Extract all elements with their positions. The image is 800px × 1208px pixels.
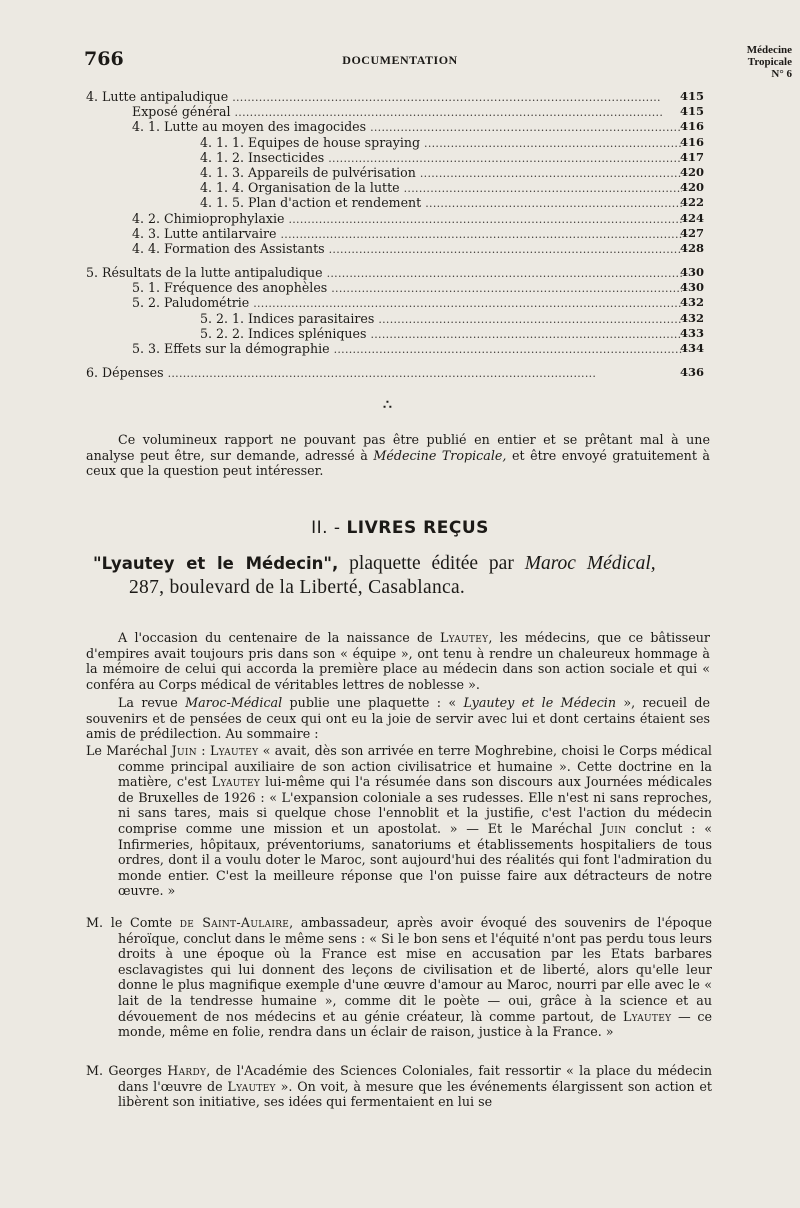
journal-line-1: Médecine [746,44,792,56]
toc-leader-dots [370,328,682,341]
toc-page-number: 434 [679,341,704,355]
toc-leader-dots [232,91,682,104]
toc-label: 4. 1. Lutte au moyen des imagocides [132,119,367,135]
toc-label: 4. 1. 5. Plan d'action et rendement [200,195,422,211]
toc-leader-dots [424,137,682,150]
toc-row [86,310,704,326]
toc-label: 4. 4. Formation des Assistants [132,240,325,256]
toc-leader-dots [235,106,683,119]
toc-label: 5. Résultats de la lutte antipaludique [86,265,323,281]
note-text-a: Ce volumineux rapport ne pouvant pas être publié en entier et se prêtant mal à une analyse peut être, sur demande, adressé à [86,432,710,463]
table-of-contents [86,89,704,381]
toc-row [86,164,704,180]
toc-row [86,149,704,165]
toc-label: 4. 1. 3. Appareils de pulvérisation [200,164,416,180]
page-number: 766 [84,48,124,70]
book-description: plaquette éditée par [338,553,525,574]
note-text-b: et être envoyé gratuitement à ceux que la question peut intéresser. [86,447,710,479]
toc-leader-dots [404,182,682,195]
toc-leader-dots [327,267,682,280]
toc-label: 4. 1. 2. Insecticides [200,149,325,165]
toc-leader-dots [420,167,682,180]
toc-label: 4. 1. 4. Organisation de la lutte [200,180,400,196]
toc-page-number: 420 [679,180,704,195]
toc-row [86,295,704,311]
toc-leader-dots [331,282,682,295]
toc-row [86,134,704,150]
section-number: II. - [311,518,347,538]
toc-leader-dots [168,367,682,380]
journal-label [747,44,792,80]
toc-row [86,365,704,381]
p2-text-c: », recueil de souvenirs et de pensées de ceux qui ont eu la joie de servir avec lui et dont certains étaient ses amis de prédilection. Au sommaire : [86,695,710,742]
book-address: 287, boulevard de la Liberté, Casablanca. [129,577,466,598]
toc-page-number: 417 [679,149,704,164]
book-title: "Lyautey et le Médecin", [93,554,339,573]
toc-page-number: 432 [679,310,704,325]
book-publisher: Maroc Médical, [524,553,656,574]
toc-page-number: 432 [679,295,704,310]
toc-label: 5. 2. Paludométrie [132,295,250,311]
ornament: ∴ [383,397,392,413]
toc-label: 4. Lutte antipaludique [86,89,229,104]
toc-page-number: 420 [679,164,704,179]
body-paragraph-1: A l'occasion du centenaire de la naissance de Lyautey, les médecins, que ce bâtisseur d'empires avait toujours pris dans son « équipe », ont tenu à rendre un chaleureux hommage à la mémoire de celui qui accorda la première place au médecin dans son action sociale et qui « conféra au Corps médical de véritables lettres de noblesse ». [86,630,710,692]
toc-row [86,104,704,120]
toc-page-number: 436 [679,365,704,380]
toc-label: Exposé général [132,104,231,120]
toc-page-number: 415 [679,89,704,103]
toc-leader-dots [328,152,682,165]
body-paragraph-2 [86,695,710,742]
p2-booklet-title: Lyautey et le Médecin [463,695,617,710]
toc-label: 4. 3. Lutte antilarvaire [132,225,277,241]
toc-page-number: 433 [679,325,704,340]
toc-page-number: 422 [679,195,704,210]
toc-page-number: 430 [679,265,704,280]
toc-page-number: 424 [679,210,704,225]
journal-line-2: Tropicale [747,56,792,68]
toc-label: 5. 2. 1. Indices parasitaires [200,310,375,326]
running-head: DOCUMENTATION [342,53,458,67]
note-journal-name: Médecine Tropicale, [373,447,507,463]
toc-leader-dots [378,313,682,326]
toc-page-number: 427 [679,225,704,240]
toc-leader-dots [425,197,682,210]
toc-page-number: 428 [679,240,704,255]
toc-leader-dots [280,228,682,241]
toc-leader-dots [334,343,682,356]
toc-row [86,240,704,256]
toc-row [86,89,704,104]
quote-saint-aulaire: M. le Comte de Saint-Aulaire, ambassadeur, après avoir évoqué des souvenirs de l'époque héroïque, conclut dans le même sens : « Si le bon sens et l'équité n'ont pas perdu tous leurs droits à une époque où la France est mise en accusation par les Etats barbares esclavagistes qui lui donnent des leçons de civilisation et de liberté, alors qu'elle leur donne le plus magnifique exemple d'une œuvre d'amour au Maroc, nourri par elle avec le « lait de la tendresse humaine », comme dit le poète — oui, grâce à la science et au dévouement de nos médecins et au génie créateur, là comme partout, de Lyautey — ce monde, même en folie, rendra dans un éclair de raison, justice à la France. » [86,915,712,1040]
book-line-1 [93,552,717,576]
toc-page-number: 416 [679,134,704,149]
toc-row [86,341,704,356]
p2-text-b: publie une plaquette : « [282,695,464,710]
journal-line-3: N° 6 [771,68,792,80]
toc-label: 4. 1. 1. Equipes de house spraying [200,134,421,150]
toc-row [86,195,704,211]
toc-row [86,225,704,241]
toc-row [86,180,704,196]
toc-leader-dots [253,297,682,310]
toc-label: 5. 1. Fréquence des anophèles [132,280,328,296]
report-note [86,432,710,479]
toc-row [86,280,704,296]
toc-label: 4. 2. Chimioprophylaxie [132,210,285,226]
toc-page-number: 416 [679,119,704,134]
toc-leader-dots [329,243,682,256]
toc-row [86,119,704,135]
toc-page-number: 430 [679,280,704,295]
section-heading [0,518,800,538]
section-title: LIVRES REÇUS [346,518,489,538]
quote-hardy: M. Georges Hardy, de l'Académie des Sciences Coloniales, fait ressortir « la place du médecin dans l'œuvre de Lyautey ». On voit, à mesure que les événements élargissent son action et libèrent son initiative, ses idées qui fermentaient en lui se [86,1063,712,1110]
toc-label: 6. Dépenses [86,365,164,381]
toc-row [86,265,704,281]
toc-label: 5. 3. Effets sur la démographie [132,341,330,356]
quote-juin: Le Maréchal Juin : Lyautey « avait, dès son arrivée en terre Moghrebine, choisi le Corps médical comme principal auxiliaire de son action civilisatrice et humaine ». Cette doctrine en la matière, c'est Lyautey lui-même qui l'a résumée dans son discours aux Journées médicales de Bruxelles de 1926 : « L'expansion coloniale a ses rudesses. Elle n'est ni sans reproches, ni sans tares, mais si quelque chose l'ennoblit et la justifie, c'est l'action du médecin comprise comme une mission et un apostolat. » — Et le Maréchal Juin conclut : « Infirmeries, hôpitaux, préventoriums, sanatoriums et établissements hospitaliers de tous ordres, dont il a voulu doter le Maroc, sont aujourd'hui des réalités qui font l'admiration du monde entier. C'est la meilleure réponse que l'on puisse faire aux détracteurs de notre œuvre. » [86,743,712,899]
toc-label: 5. 2. 2. Indices spléniques [200,325,367,341]
book-entry-heading [93,552,717,600]
toc-page-number: 415 [679,104,704,119]
p2-journal: Maroc-Médical [185,695,283,710]
p2-text-a: La revue [118,695,186,710]
toc-row [86,325,704,341]
toc-leader-dots [288,213,682,226]
toc-row [86,210,704,226]
toc-leader-dots [370,121,682,134]
